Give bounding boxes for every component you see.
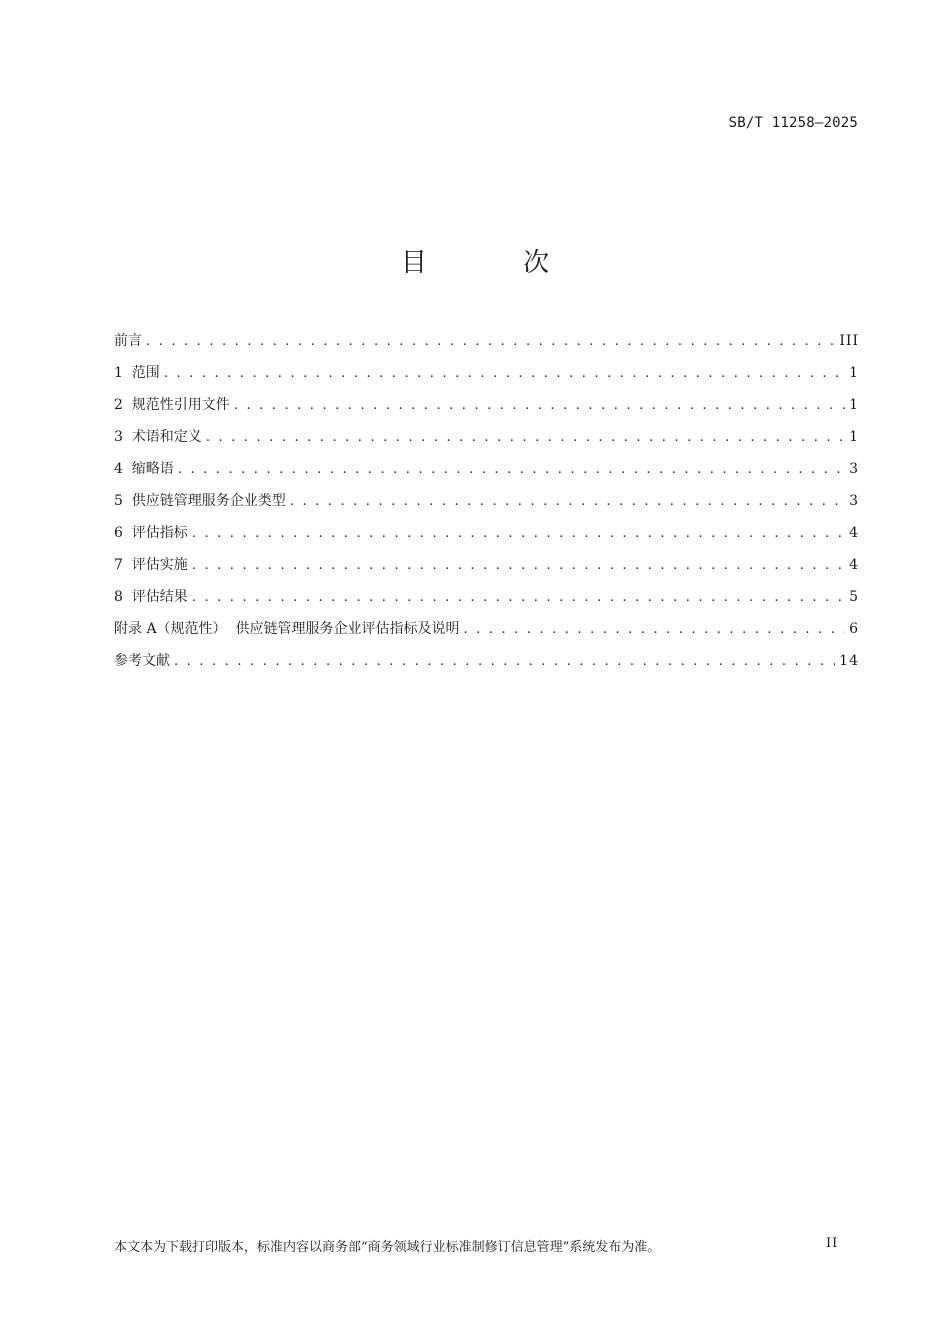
toc-entry-label: 3 术语和定义 [114, 429, 202, 445]
toc-dot-leader [164, 362, 845, 386]
toc-entry-page: 4 [849, 557, 859, 573]
toc-entry-page: 1 [849, 429, 859, 445]
toc-dot-leader [174, 650, 835, 674]
toc-entry-page: 4 [849, 525, 859, 541]
toc-dot-leader [290, 490, 845, 514]
toc-entry-page: 14 [839, 653, 859, 669]
toc-entry-page: 5 [849, 589, 859, 605]
toc-entry-label: 附录 A（规范性） 供应链管理服务企业评估指标及说明 [114, 621, 460, 637]
toc-entry-terms-definitions[interactable] [114, 425, 859, 457]
toc-entry-abbreviations[interactable] [114, 457, 859, 489]
toc-entry-label: 1 范围 [114, 365, 160, 381]
toc-dot-leader [178, 458, 845, 482]
toc-entry-foreword[interactable] [114, 329, 859, 361]
toc-dot-leader [206, 426, 845, 450]
toc-dot-leader [192, 554, 845, 578]
toc-entry-normative-references[interactable] [114, 393, 859, 425]
toc-entry-page: 1 [849, 397, 859, 413]
toc-entry-evaluation-results[interactable] [114, 585, 859, 617]
toc-dot-leader [234, 394, 845, 418]
toc-entry-page: 3 [849, 461, 859, 477]
toc-dot-leader [146, 330, 835, 354]
toc-entry-page: III [839, 333, 859, 349]
toc-entry-label: 5 供应链管理服务企业类型 [114, 493, 286, 509]
toc-dot-leader [192, 586, 845, 610]
table-of-contents [114, 329, 859, 681]
toc-entry-page: 1 [849, 365, 859, 381]
document-code: SB/T 11258—2025 [728, 115, 858, 131]
toc-entry-enterprise-types[interactable] [114, 489, 859, 521]
toc-entry-evaluation-indicators[interactable] [114, 521, 859, 553]
toc-entry-appendix-a[interactable] [114, 617, 859, 649]
toc-dot-leader [463, 618, 845, 642]
footer-disclaimer: 本文本为下载打印版本，标准内容以商务部“商务领域行业标准制修订信息管理”系统发布为准。 [114, 1240, 661, 1255]
toc-entry-label: 2 规范性引用文件 [114, 397, 230, 413]
toc-entry-label: 前言 [114, 333, 142, 349]
toc-entry-page: 3 [849, 493, 859, 509]
footer-page-number: II [826, 1236, 839, 1251]
toc-entry-evaluation-implementation[interactable] [114, 553, 859, 585]
toc-entry-label: 参考文献 [114, 653, 170, 669]
toc-entry-label: 8 评估结果 [114, 589, 188, 605]
toc-entry-label: 6 评估指标 [114, 525, 188, 541]
toc-entry-label: 4 缩略语 [114, 461, 174, 477]
toc-entry-scope[interactable] [114, 361, 859, 393]
toc-dot-leader [192, 522, 845, 546]
toc-entry-bibliography[interactable] [114, 649, 859, 681]
toc-title: 目 次 [400, 248, 594, 278]
toc-entry-label: 7 评估实施 [114, 557, 188, 573]
toc-entry-page: 6 [849, 621, 859, 637]
